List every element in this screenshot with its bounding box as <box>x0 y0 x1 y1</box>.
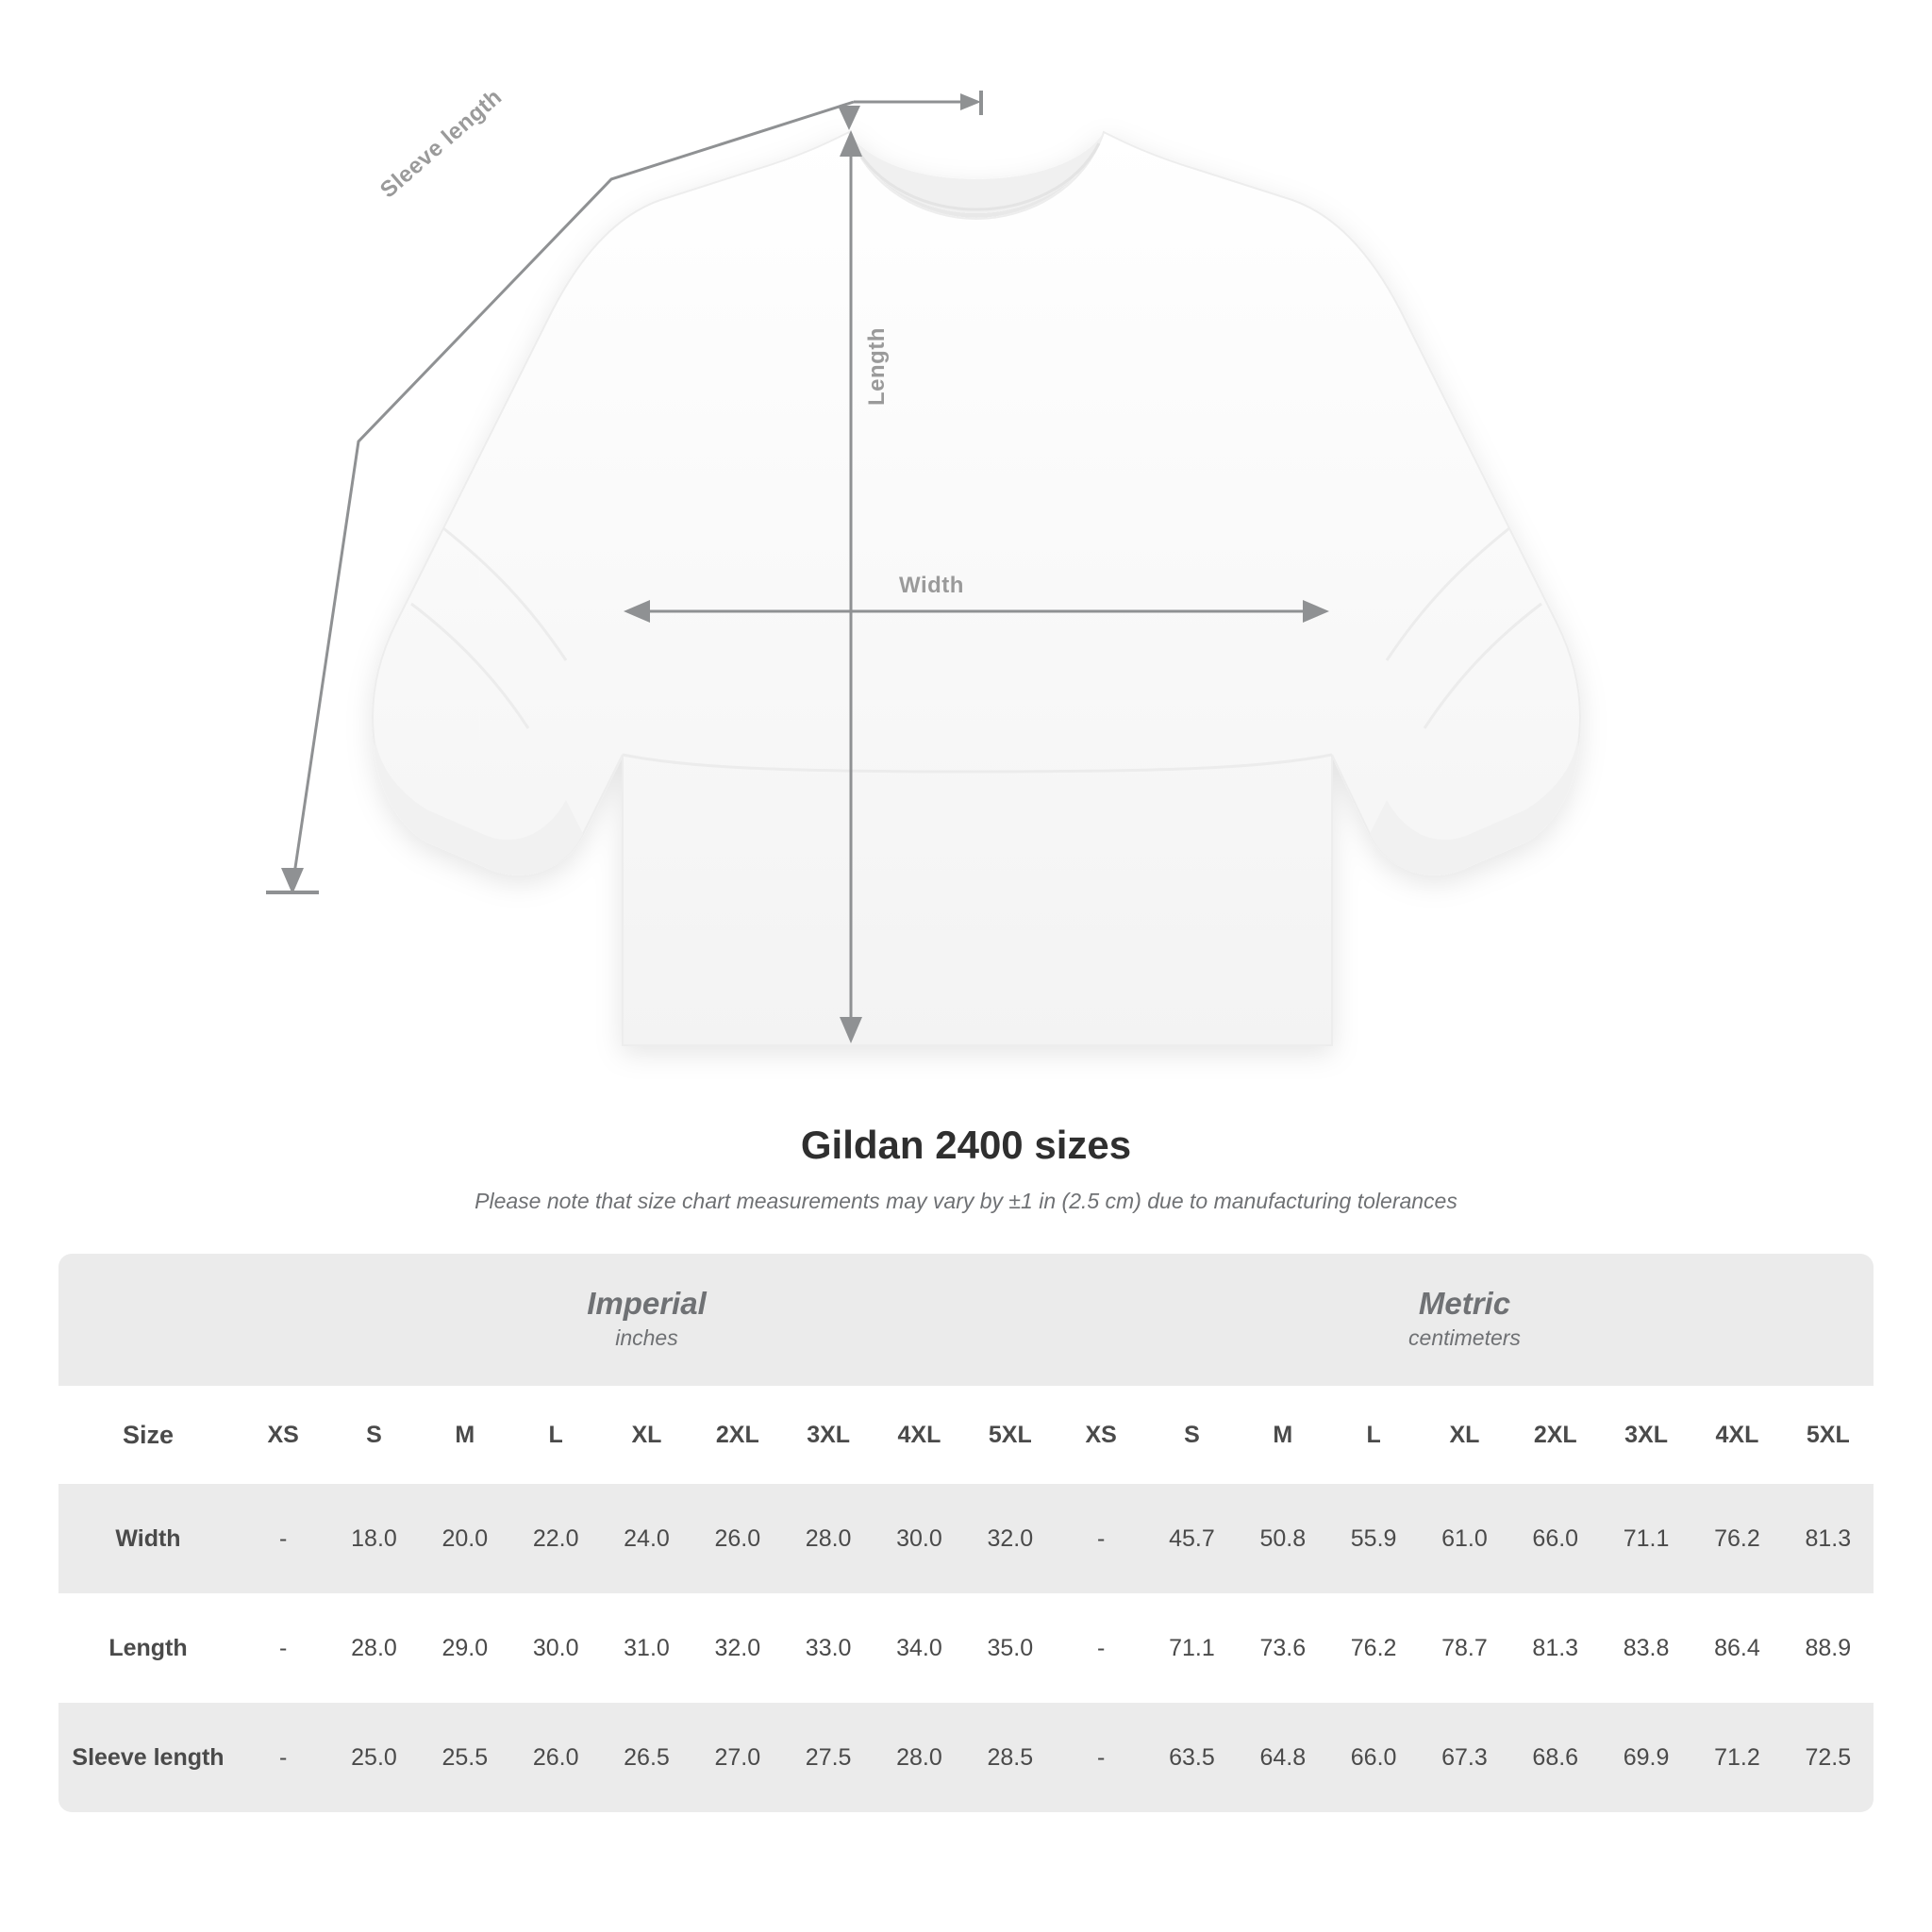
length-imperial-s: 28.0 <box>328 1593 419 1703</box>
sleeve-imperial-4xl: 28.0 <box>874 1703 964 1812</box>
size-header-imperial-4xl: 4XL <box>874 1386 964 1484</box>
width-imperial-2xl: 26.0 <box>692 1484 783 1593</box>
table-row <box>58 1484 1874 1593</box>
size-header-imperial-m: M <box>420 1386 510 1484</box>
sleeve-metric-3xl: 69.9 <box>1601 1703 1691 1812</box>
size-header-metric-3xl: 3XL <box>1601 1386 1691 1484</box>
sleeve-imperial-3xl: 27.5 <box>783 1703 874 1812</box>
sleeve-metric-xs: - <box>1056 1703 1146 1812</box>
length-imperial-xl: 31.0 <box>601 1593 691 1703</box>
length-metric-xs: - <box>1056 1593 1146 1703</box>
size-header-metric-2xl: 2XL <box>1510 1386 1601 1484</box>
metric-group-header <box>1056 1254 1874 1386</box>
sleeve-imperial-m: 25.5 <box>420 1703 510 1812</box>
row-label-sleeve-length: Sleeve length <box>58 1703 238 1812</box>
size-header-metric-xl: XL <box>1419 1386 1509 1484</box>
length-metric-m: 73.6 <box>1238 1593 1328 1703</box>
length-imperial-4xl: 34.0 <box>874 1593 964 1703</box>
size-header-imperial-l: L <box>510 1386 601 1484</box>
size-header-metric-s: S <box>1146 1386 1237 1484</box>
width-metric-xs: - <box>1056 1484 1146 1593</box>
page-title: Gildan 2400 sizes <box>800 1123 1132 1167</box>
length-metric-4xl: 86.4 <box>1691 1593 1782 1703</box>
sleeve-metric-l: 66.0 <box>1328 1703 1419 1812</box>
length-metric-l: 76.2 <box>1328 1593 1419 1703</box>
length-metric-xl: 78.7 <box>1419 1593 1509 1703</box>
width-metric-4xl: 76.2 <box>1691 1484 1782 1593</box>
tolerance-note: Please note that size chart measurements may vary by ±1 in (2.5 cm) due to manufacturing tolerances <box>475 1189 1457 1213</box>
unit-row-spacer <box>58 1254 238 1386</box>
unit-group-row <box>58 1254 1874 1386</box>
width-metric-l: 55.9 <box>1328 1484 1419 1593</box>
sleeve-metric-5xl: 72.5 <box>1783 1703 1874 1812</box>
size-header-metric-xs: XS <box>1056 1386 1146 1484</box>
metric-label: Metric <box>1418 1285 1511 1321</box>
length-metric-3xl: 83.8 <box>1601 1593 1691 1703</box>
length-metric-s: 71.1 <box>1146 1593 1237 1703</box>
width-imperial-l: 22.0 <box>510 1484 601 1593</box>
row-label-width: Width <box>58 1484 238 1593</box>
width-imperial-m: 20.0 <box>420 1484 510 1593</box>
width-metric-3xl: 71.1 <box>1601 1484 1691 1593</box>
length-imperial-l: 30.0 <box>510 1593 601 1703</box>
size-header-imperial-3xl: 3XL <box>783 1386 874 1484</box>
width-imperial-xs: - <box>238 1484 328 1593</box>
length-imperial-3xl: 33.0 <box>783 1593 874 1703</box>
metric-unit: centimeters <box>1408 1324 1521 1350</box>
sleeve-length-dimension-label: Sleeve length <box>375 84 508 204</box>
size-header-metric-m: M <box>1238 1386 1328 1484</box>
width-imperial-3xl: 28.0 <box>783 1484 874 1593</box>
sleeve-metric-m: 64.8 <box>1238 1703 1328 1812</box>
length-imperial-5xl: 35.0 <box>965 1593 1056 1703</box>
width-imperial-4xl: 30.0 <box>874 1484 964 1593</box>
length-imperial-xs: - <box>238 1593 328 1703</box>
table-row <box>58 1703 1874 1812</box>
sleeve-metric-xl: 67.3 <box>1419 1703 1509 1812</box>
size-header-imperial-xl: XL <box>601 1386 691 1484</box>
sleeve-imperial-2xl: 27.0 <box>692 1703 783 1812</box>
sleeve-imperial-s: 25.0 <box>328 1703 419 1812</box>
size-header-imperial-5xl: 5XL <box>965 1386 1056 1484</box>
imperial-label: Imperial <box>587 1285 707 1321</box>
length-metric-2xl: 81.3 <box>1510 1593 1601 1703</box>
title-block <box>0 1123 1932 1214</box>
width-metric-xl: 61.0 <box>1419 1484 1509 1593</box>
sleeve-metric-4xl: 71.2 <box>1691 1703 1782 1812</box>
sleeve-imperial-5xl: 28.5 <box>965 1703 1056 1812</box>
width-imperial-5xl: 32.0 <box>965 1484 1056 1593</box>
length-dimension-label: Length <box>864 327 890 406</box>
imperial-unit: inches <box>615 1324 678 1350</box>
size-header-imperial-2xl: 2XL <box>692 1386 783 1484</box>
width-imperial-xl: 24.0 <box>601 1484 691 1593</box>
sleeve-imperial-xs: - <box>238 1703 328 1812</box>
length-imperial-2xl: 32.0 <box>692 1593 783 1703</box>
sleeve-metric-s: 63.5 <box>1146 1703 1237 1812</box>
imperial-group-header <box>238 1254 1056 1386</box>
size-header-label: Size <box>58 1386 238 1484</box>
sleeve-imperial-l: 26.0 <box>510 1703 601 1812</box>
width-metric-5xl: 81.3 <box>1783 1484 1874 1593</box>
width-metric-m: 50.8 <box>1238 1484 1328 1593</box>
sleeve-metric-2xl: 68.6 <box>1510 1703 1601 1812</box>
length-metric-5xl: 88.9 <box>1783 1593 1874 1703</box>
size-header-metric-4xl: 4XL <box>1691 1386 1782 1484</box>
size-header-imperial-s: S <box>328 1386 419 1484</box>
sleeve-imperial-xl: 26.5 <box>601 1703 691 1812</box>
length-imperial-m: 29.0 <box>420 1593 510 1703</box>
size-header-imperial-xs: XS <box>238 1386 328 1484</box>
size-table-container <box>58 1254 1874 1812</box>
width-metric-2xl: 66.0 <box>1510 1484 1601 1593</box>
size-table <box>58 1254 1874 1812</box>
size-header-metric-l: L <box>1328 1386 1419 1484</box>
row-label-length: Length <box>58 1593 238 1703</box>
shirt-shape <box>373 132 1580 1045</box>
size-header-metric-5xl: 5XL <box>1783 1386 1874 1484</box>
size-header-row <box>58 1386 1874 1484</box>
width-metric-s: 45.7 <box>1146 1484 1237 1593</box>
width-dimension-label: Width <box>899 573 964 598</box>
width-imperial-s: 18.0 <box>328 1484 419 1593</box>
table-row <box>58 1593 1874 1703</box>
